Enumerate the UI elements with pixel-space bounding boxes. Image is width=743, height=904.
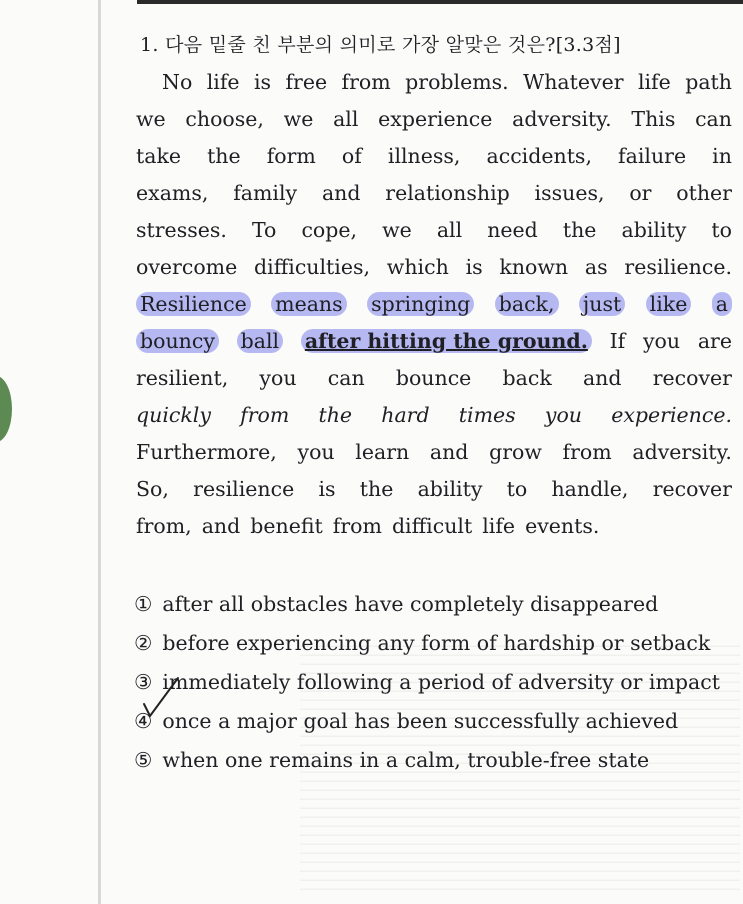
page-margin-rule [98, 0, 101, 904]
passage-line: overcome difficulties, which is known as resilience. [136, 254, 732, 279]
passage-line: resilient, you can bounce back and recover [136, 365, 732, 390]
choice-text: before experiencing any form of hardship or setback [162, 630, 711, 655]
choice-number: ② [134, 630, 153, 655]
choice-text: immediately following a period of adversity or impact [162, 669, 720, 694]
passage-line: we choose, we all experience adversity. This can [136, 106, 732, 131]
choice-3[interactable] [134, 662, 734, 701]
top-border-rule [137, 0, 743, 4]
handwritten-check-icon [138, 660, 198, 730]
passage-line: from, and benefit from difficult life events. [136, 513, 600, 538]
green-sticker-edge [0, 376, 12, 442]
passage-line-highlighted: bouncy ball after hitting the ground. If you are [136, 322, 732, 359]
choice-number: ① [134, 591, 153, 616]
choice-2[interactable] [134, 623, 734, 662]
passage [136, 63, 732, 544]
passage-line: take the form of illness, accidents, failure in [136, 143, 732, 168]
choice-text: after all obstacles have completely disappeared [162, 591, 659, 616]
passage-line: stresses. To cope, we all need the ability to [136, 217, 732, 242]
choice-1[interactable] [134, 584, 734, 623]
choice-number: ⑤ [134, 747, 153, 772]
passage-line-highlighted: Resilience means springing back, just like a [136, 285, 732, 322]
question-title: 1. 다음 밑줄 친 부분의 의미로 가장 알맞은 것은?[3.3점] [140, 34, 621, 56]
choice-text: once a major goal has been successfully achieved [162, 708, 679, 733]
passage-line: No life is free from problems. Whatever life path [162, 69, 732, 94]
passage-line: exams, family and relationship issues, or other [136, 180, 732, 205]
choice-4[interactable] [134, 701, 734, 740]
passage-line: quickly from the hard times you experience. [136, 402, 732, 427]
choice-number: ③ [134, 669, 153, 694]
choice-number: ④ [134, 708, 153, 733]
passage-line: Furthermore, you learn and grow from adversity. [136, 439, 732, 464]
passage-line: So, resilience is the ability to handle, recover [136, 476, 732, 501]
answer-choices [134, 584, 734, 779]
choice-5[interactable] [134, 740, 734, 779]
choice-text: when one remains in a calm, trouble-free state [162, 747, 650, 772]
underlined-phrase: after hitting the ground. [301, 329, 592, 353]
